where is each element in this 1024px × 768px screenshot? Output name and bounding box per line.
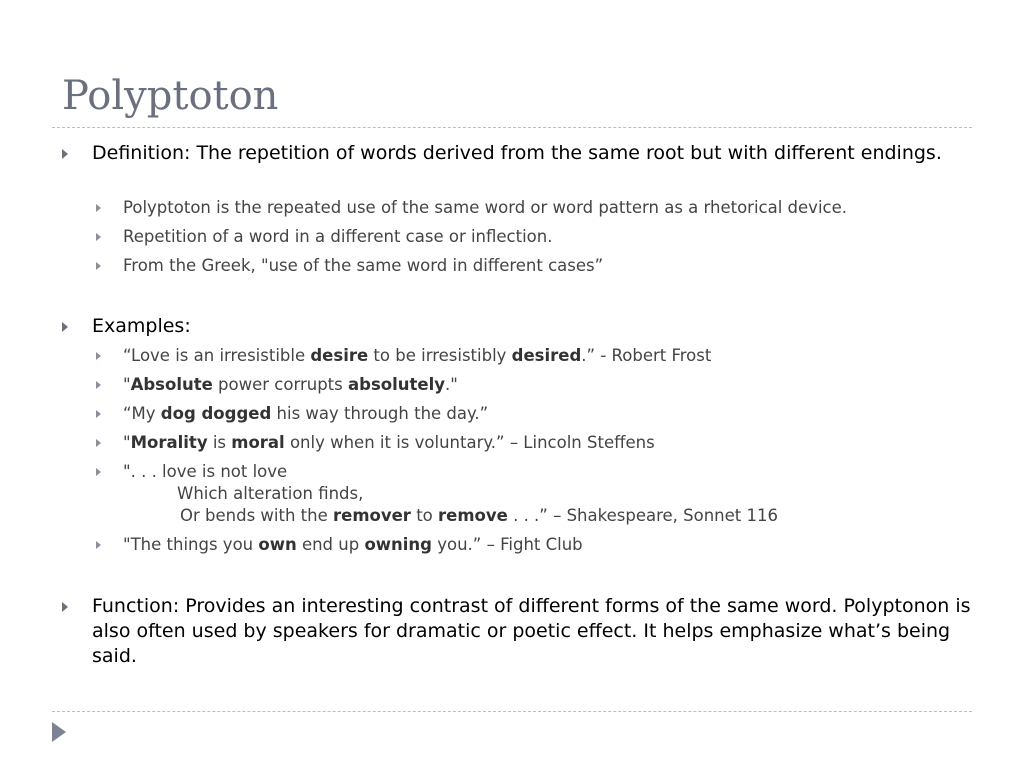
function-item [92, 594, 972, 669]
bullet-arrow-icon [96, 352, 101, 360]
bullet-arrow-icon [96, 233, 101, 241]
examples-item [92, 314, 972, 339]
example-shakespeare: ". . . love is not love Which alteration finds, Or bends with the remover to remove . . .” – Shakespeare, Sonnet 116 [123, 461, 973, 527]
definition-sub-item: Polyptoton is the repeated use of the same word or word pattern as a rhetorical device. [123, 197, 973, 219]
examples-heading: Examples: [92, 315, 191, 337]
bullet-arrow-icon [62, 602, 68, 612]
example-frost: “Love is an irresistible desire to be irresistibly desired.” - Robert Frost [123, 345, 973, 367]
slide-title: Polyptoton [62, 73, 279, 119]
play-arrow-icon [52, 722, 66, 742]
bullet-arrow-icon [96, 381, 101, 389]
bullet-arrow-icon [96, 541, 101, 549]
definition-item [92, 141, 972, 166]
example-fight-club: "The things you own end up owning you.” – Fight Club [123, 534, 973, 556]
definition-sub-item: Repetition of a word in a different case or inflection. [123, 226, 973, 248]
definition-text: Definition: The repetition of words derived from the same root but with different endings. [92, 142, 942, 164]
example-morality: "Morality is moral only when it is voluntary.” – Lincoln Steffens [123, 432, 973, 454]
bullet-arrow-icon [96, 204, 101, 212]
bullet-arrow-icon [96, 262, 101, 270]
definition-sub-item: From the Greek, "use of the same word in different cases” [123, 255, 973, 277]
bullet-arrow-icon [96, 468, 101, 476]
bullet-arrow-icon [62, 149, 68, 159]
example-absolute: "Absolute power corrupts absolutely." [123, 374, 973, 396]
bullet-arrow-icon [96, 410, 101, 418]
bullet-arrow-icon [96, 439, 101, 447]
function-text: Function: Provides an interesting contrast of different forms of the same word. Polyptonon is also often used by speakers for dramatic or poetic effect. It helps emphasize what’s being said. [92, 595, 971, 667]
bottom-divider [52, 711, 972, 712]
example-dog: “My dog dogged his way through the day.” [123, 403, 973, 425]
bullet-arrow-icon [62, 322, 68, 332]
